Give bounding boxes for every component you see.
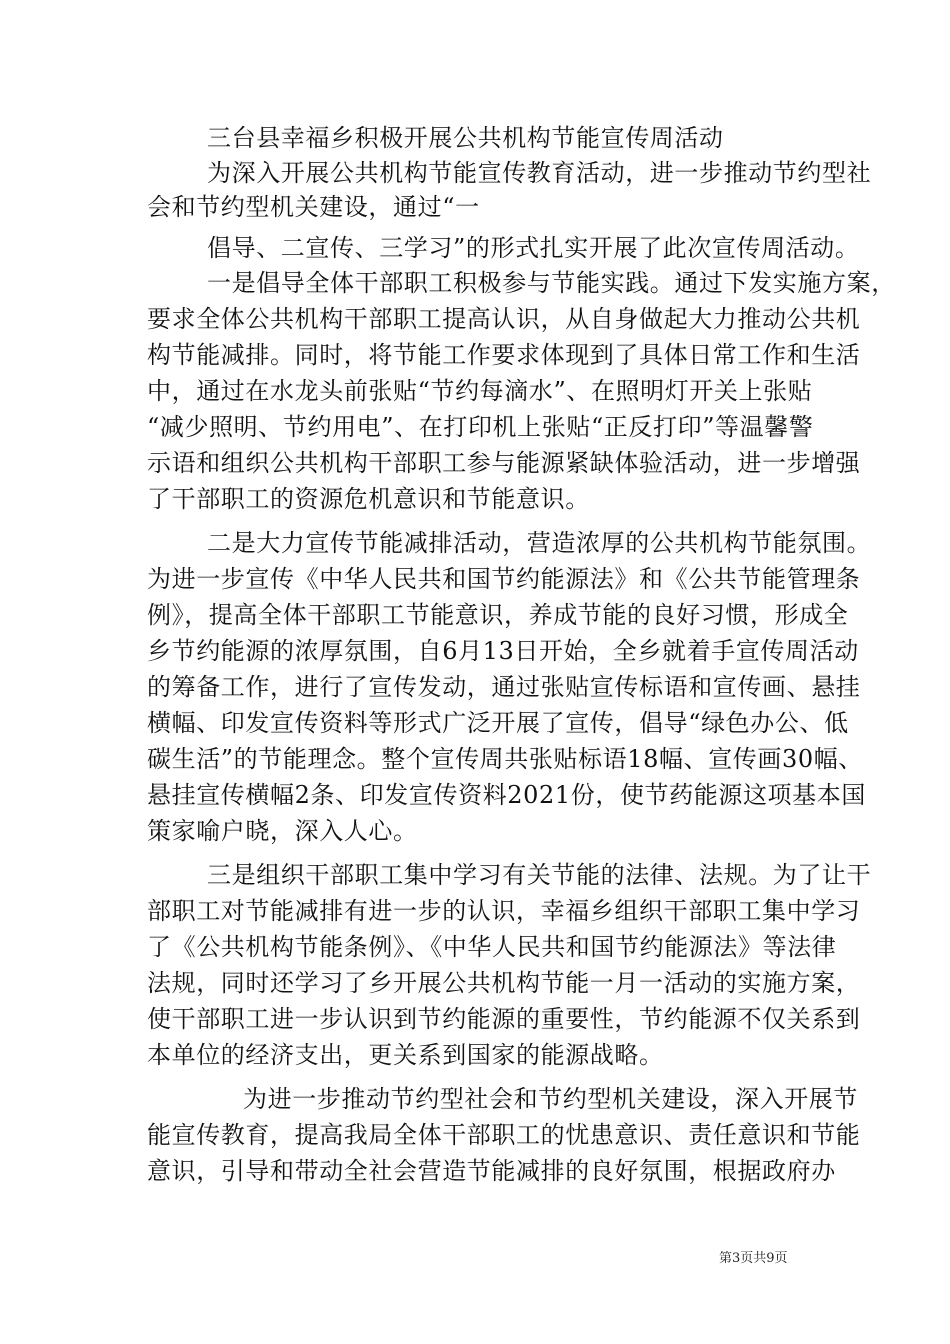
body-line-17: 碳生活”的节能理念。整个宣传周共张贴标语18幅、宣传画30幅、: [147, 745, 863, 773]
body-line-3: 倡导、二宣传、三学习”的形式扎实开展了此次宣传周活动。: [207, 234, 860, 262]
body-line-12: 为进一步宣传《中华人民共和国节约能源法》和《公共节能管理条: [147, 565, 861, 593]
body-line-11: 二是大力宣传节能减排活动，营造浓厚的公共机构节能氛围。: [207, 529, 872, 557]
body-line-15: 的筹备工作，进行了宣传发动，通过张贴宣传标语和宣传画、悬挂: [147, 673, 861, 701]
body-line-26: 为进一步推动节约型社会和节约型机关建设，深入开展节: [243, 1085, 858, 1113]
page-number-footer: 第3页共9页: [719, 1251, 788, 1266]
body-line-14: 乡节约能源的浓厚氛围，自6月13日开始，全乡就着手宣传周活动: [147, 637, 859, 665]
body-line-19: 策家喻户晓，深入人心。: [147, 817, 418, 845]
body-line-6: 构节能减排。同时，将节能工作要求体现到了具体日常工作和生活: [147, 341, 861, 369]
body-line-28: 意识，引导和带动全社会营造节能减排的良好氛围，根据政府办: [147, 1157, 836, 1185]
document-title: 三台县幸福乡积极开展公共机构节能宣传周活动: [207, 124, 724, 152]
body-line-18: 悬挂宣传横幅2条、印发宣传资料2021份，使节药能源这项基本国: [147, 781, 866, 809]
body-line-27: 能宣传教育，提高我局全体干部职工的忧患意识、责任意识和节能: [147, 1121, 861, 1149]
body-line-25: 本单位的经济支出，更关系到国家的能源战略。: [147, 1041, 664, 1069]
body-line-4: 一是倡导全体干部职工积极参与节能实践。通过下发实施方案，: [207, 269, 896, 297]
body-line-8: “减少照明、节约用电”、在打印机上张贴“正反打印”等温馨警: [147, 413, 814, 441]
body-line-9: 示语和组织公共机构干部职工参与能源紧缺体验活动，进一步增强: [147, 449, 861, 477]
body-line-22: 了《公共机构节能条例》、《中华人民共和国节约能源法》等法律: [147, 933, 837, 961]
body-line-21: 部职工对节能减排有进一步的认识，幸福乡组织干部职工集中学习: [147, 897, 861, 925]
body-line-2: 会和节约型机关建设，通过“一: [147, 193, 480, 221]
body-line-23: 法规，同时还学习了乡开展公共机构节能一月一活动的实施方案，: [147, 969, 861, 997]
body-line-16: 横幅、印发宣传资料等形式广泛开展了宣传，倡导“绿色办公、低: [147, 709, 849, 737]
body-line-13: 例》，提高全体干部职工节能意识，养成节能的良好习惯，形成全: [147, 601, 849, 629]
body-line-5: 要求全体公共机构干部职工提高认识，从自身做起大力推动公共机: [147, 305, 861, 333]
body-line-7: 中，通过在水龙头前张贴“节约每滴水”、在照明灯开关上张贴: [147, 377, 813, 405]
body-line-24: 使干部职工进一步认识到节约能源的重要性，节约能源不仅关系到: [147, 1005, 861, 1033]
body-line-10: 了干部职工的资源危机意识和节能意识。: [147, 485, 590, 513]
body-line-1: 为深入开展公共机构节能宣传教育活动，进一步推动节约型社: [207, 159, 872, 187]
body-line-20: 三是组织干部职工集中学习有关节能的法律、法规。为了让干: [207, 861, 872, 889]
